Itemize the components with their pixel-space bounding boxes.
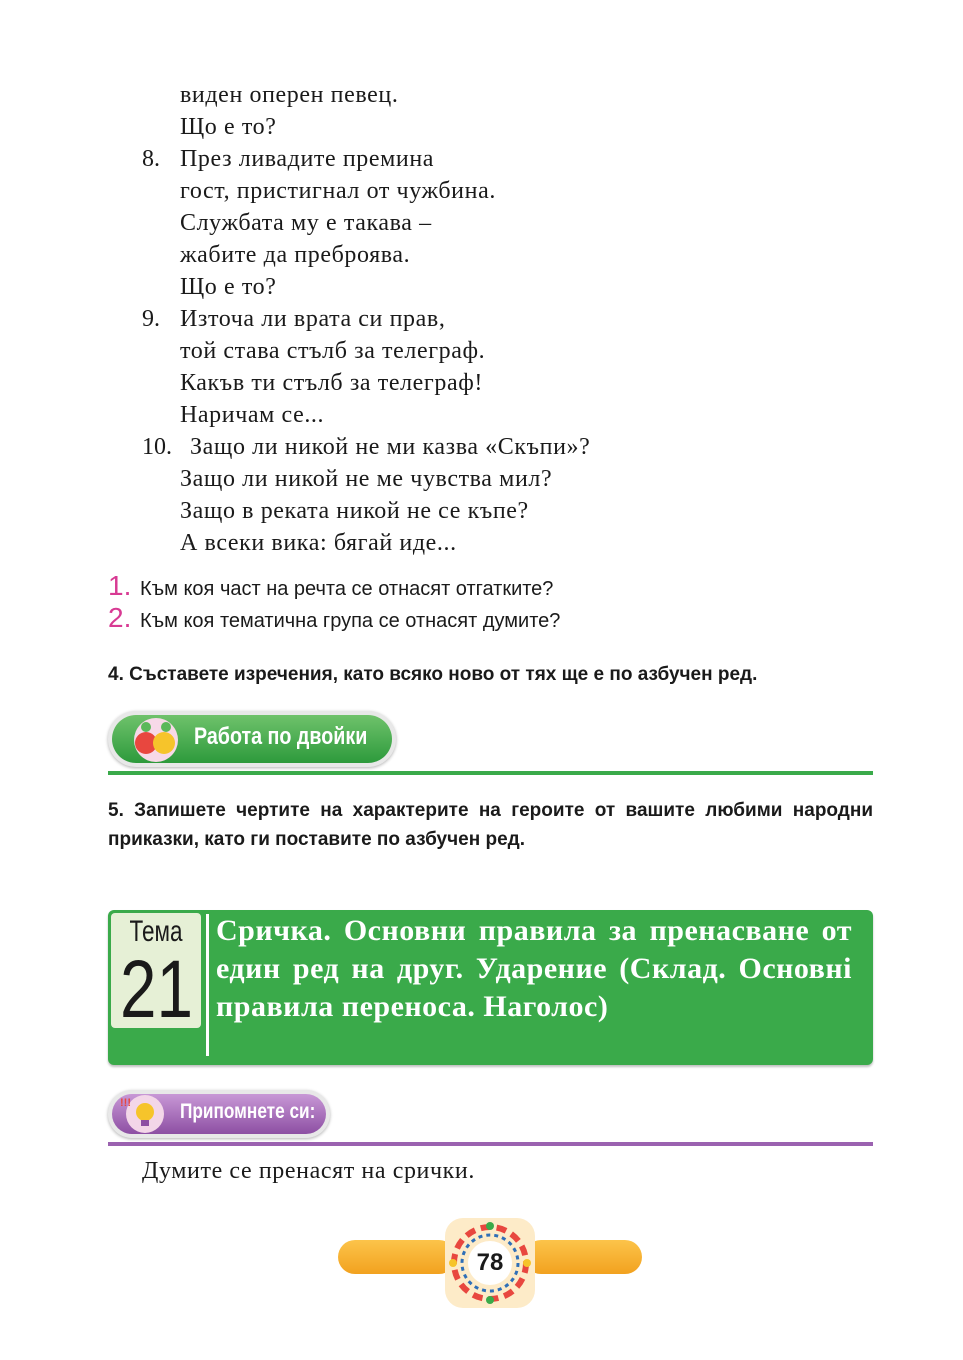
theme-word: Тема <box>129 915 183 948</box>
poem-line: Що е то? <box>180 114 277 140</box>
remember-divider <box>108 1142 873 1146</box>
theme-separator <box>206 914 209 1056</box>
pair-work-icon <box>118 717 194 763</box>
lightbulb-icon <box>114 1094 176 1134</box>
question-number: 1. <box>108 570 132 601</box>
poem-line: Защо в реката никой не се къпе? <box>180 498 529 524</box>
question-2 <box>108 602 560 634</box>
poem-line: виден оперен певец. <box>180 82 399 108</box>
poem-line: А всеки вика: бягай иде... <box>180 530 457 556</box>
remember-label: Припомнете си: <box>180 1100 316 1123</box>
poem-line: Що е то? <box>180 274 277 300</box>
theme-number: 21 <box>120 944 193 1035</box>
question-text: Към коя част на речта се отнасят отгатките? <box>140 578 554 600</box>
poem-line: Службата му е такава – <box>180 210 432 236</box>
poem-line: Защо ли никой не ми казва «Скъпи»? <box>190 434 591 460</box>
pair-work-label: Работа по двойки <box>194 723 368 750</box>
page-number: 78 <box>476 1249 504 1276</box>
question-1 <box>108 570 553 602</box>
footer-bar-right <box>524 1240 642 1274</box>
svg-text:!!!: !!! <box>120 1097 131 1109</box>
task-4: 4. Съставете изречения, като всяко ново от тях ще е по азбучен ред. <box>108 664 758 685</box>
poem-line: жабите да преброява. <box>180 242 411 268</box>
poem-line: Защо ли никой не ме чувства мил? <box>180 466 553 492</box>
task-5: 5. Запишете чертите на характерите на героите от вашите любими народни приказки, като ги поставите по азбучен ред. <box>108 800 873 850</box>
poem-line: Източа ли врата си прав, <box>180 306 446 332</box>
footer-bar-left <box>338 1240 456 1274</box>
poem-line: През ливадите премина <box>180 146 435 172</box>
pair-work-badge <box>108 711 396 767</box>
riddle-number: 10. <box>142 434 172 460</box>
poem-line: той става стълб за телеграф. <box>180 338 486 364</box>
riddle-number: 8. <box>142 146 160 172</box>
body-text: Думите се пренасят на срички. <box>142 1158 475 1184</box>
pair-work-divider <box>108 771 873 775</box>
poem-line: гост, пристигнал от чужбина. <box>180 178 496 204</box>
question-text: Към коя тематична група се отнасят думите? <box>140 610 561 632</box>
poem-line: Какъв ти стълб за телеграф! <box>180 370 483 396</box>
poem-line: Наричам се... <box>180 402 325 428</box>
theme-title: Сричка. Основни правила за пренасване от един ред на друг. Ударение (Склад. Основні правила переноса. Наголос) <box>216 914 852 1023</box>
question-number: 2. <box>108 602 132 633</box>
remember-badge <box>108 1090 330 1138</box>
riddle-number: 9. <box>142 306 160 332</box>
